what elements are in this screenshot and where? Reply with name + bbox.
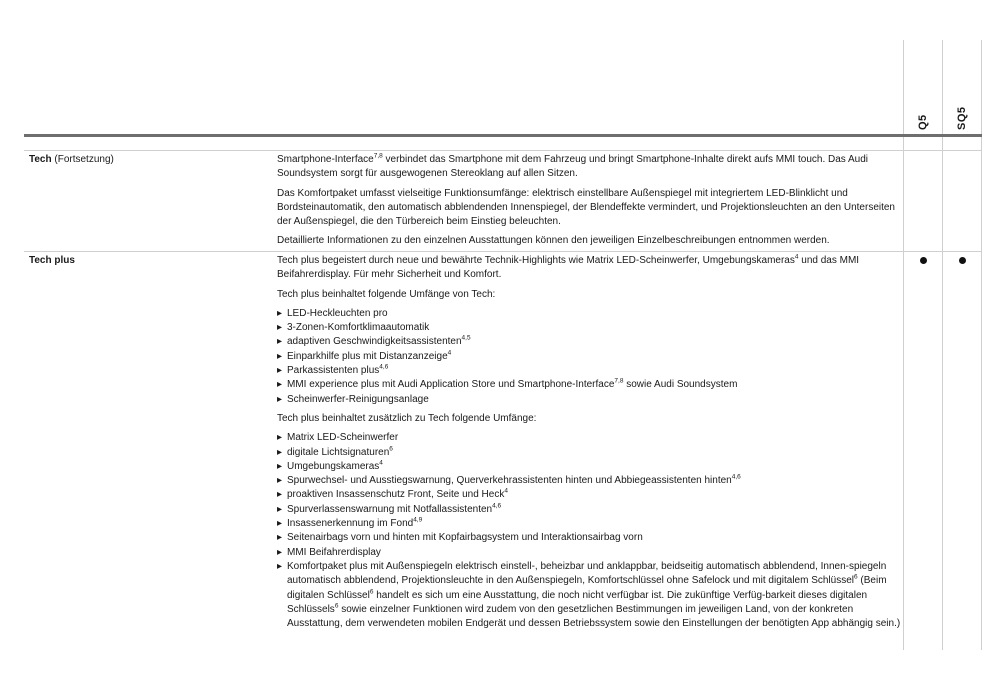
row-description-tech-plus xyxy=(277,254,901,636)
row-label-tech-plus xyxy=(29,255,75,266)
header-rule xyxy=(24,134,982,137)
row-label-tech-suffix: (Fortsetzung) xyxy=(54,154,114,165)
availability-dot-sq5 xyxy=(959,257,966,264)
row-divider xyxy=(24,150,982,151)
row-label-tech-title: Tech xyxy=(29,154,52,165)
paragraph: Tech plus begeistert durch neue und bewährte Technik-Highlights wie Matrix LED-Scheinwerfer, Umgebungskameras$^4$ und das MMI Beifahrerdisplay. Für mehr Sicherheit und Komfort. xyxy=(277,253,860,281)
feature-list-2 xyxy=(277,431,901,631)
list-item: ▸ proaktiven Insassenschutz Front, Seite und Heck$^4$ xyxy=(277,488,901,502)
list-item: ▸ LED-Heckleuchten pro xyxy=(277,307,901,321)
list-item: ▸ Parkassistenten plus$^{4,6}$ xyxy=(277,364,901,378)
list-item: ▸ Umgebungskameras$^4$ xyxy=(277,460,901,474)
list-item: ▸ Komfortpaket plus mit Außenspiegeln elektrisch einstell-, beheizbar und anklappbar, beidseitig automatisch abblendend, Innen-spiegeln automatisch abblendend, Projektionsleuchte in den Außenspiegeln, Komfortschlüssel ohne Safelock und mit digitalem Schlüssel$^6$ (Beim digitalen Schlüssel$^6$ handelt es sich um eine Ausstattung, die noch nicht verfügbar ist. Die zukünftige Verfüg-barkeit dieses digitalen Schlüssels$^6$ sowie einzelner Funktionen wird zudem von den gesetzlichen Bestimmungen im jeweiligen Land, von der konkreten Ausstattung, dem verwendeten mobilen Endgerät und dessen Betriebssystem sowie den Einstellungen der benötigten App abhängig sein.) xyxy=(277,560,901,631)
list-heading: Tech plus beinhaltet zusätzlich zu Tech folgende Umfänge: xyxy=(277,412,537,424)
paragraph: Detaillierte Informationen zu den einzelnen Ausstattungen können den jeweiligen Einzelbeschreibungen entnommen werden. xyxy=(277,235,830,247)
paragraph: Das Komfortpaket umfasst vielseitige Funktionsumfänge: elektrisch einstellbare Außenspiegel mit integriertem LED-Blinklicht und Bordsteinautomatik, den automatisch abblendenden Innenspiegel, der Blendeffekte vermindert, und Projektionsleuchten an den Unterseiten der Außenspiegel, die den Türbereich beim Einstieg beleuchten. xyxy=(277,187,895,228)
list-item: ▸ Spurverlassenswarnung mit Notfallassistenten$^{4,6}$ xyxy=(277,503,901,517)
availability-dot-q5 xyxy=(920,257,927,264)
column-divider xyxy=(981,40,982,650)
column-divider xyxy=(903,40,904,650)
list-item: ▸ Scheinwerfer-Reinigungsanlage xyxy=(277,393,901,407)
paragraph: Smartphone-Interface$^{7,8}$ verbindet das Smartphone mit dem Fahrzeug und bringt Smartphone-Inhalte direkt aufs MMI touch. Das Audi Soundsystem sorgt für ausgewogenen Stereoklang auf allen Sitzen. xyxy=(277,152,869,180)
list-item: ▸ MMI Beifahrerdisplay xyxy=(277,546,901,560)
column-header-q5: Q5 xyxy=(917,114,929,130)
list-item: ▸ MMI experience plus mit Audi Application Store und Smartphone-Interface$^{7,8}$ sowie Audi Soundsystem xyxy=(277,378,901,392)
column-divider xyxy=(942,40,943,650)
feature-list-1 xyxy=(277,307,901,407)
row-label-tech xyxy=(29,154,114,165)
list-heading: Tech plus beinhaltet folgende Umfänge von Tech: xyxy=(277,288,496,300)
list-item: ▸ digitale Lichtsignaturen$^6$ xyxy=(277,446,901,460)
list-item: ▸ Seitenairbags vorn und hinten mit Kopfairbagsystem und Interaktionsairbag vorn xyxy=(277,531,901,545)
list-item: ▸ 3-Zonen-Komfortklimaautomatik xyxy=(277,321,901,335)
list-item: ▸ Spurwechsel- und Ausstiegswarnung, Querverkehrassistenten hinten und Abbiegeassistenten hinten$^{4,6}$ xyxy=(277,474,901,488)
list-item: ▸ Insassenerkennung im Fond$^{4,9}$ xyxy=(277,517,901,531)
row-description-tech xyxy=(277,153,901,254)
list-item: ▸ Matrix LED-Scheinwerfer xyxy=(277,431,901,445)
column-header-sq5: SQ5 xyxy=(956,106,968,130)
list-item: ▸ adaptiven Geschwindigkeitsassistenten$^{4,5}$ xyxy=(277,335,901,349)
list-item: ▸ Einparkhilfe plus mit Distanzanzeige$^4$ xyxy=(277,350,901,364)
row-label-tech-plus-title: Tech plus xyxy=(29,255,75,266)
